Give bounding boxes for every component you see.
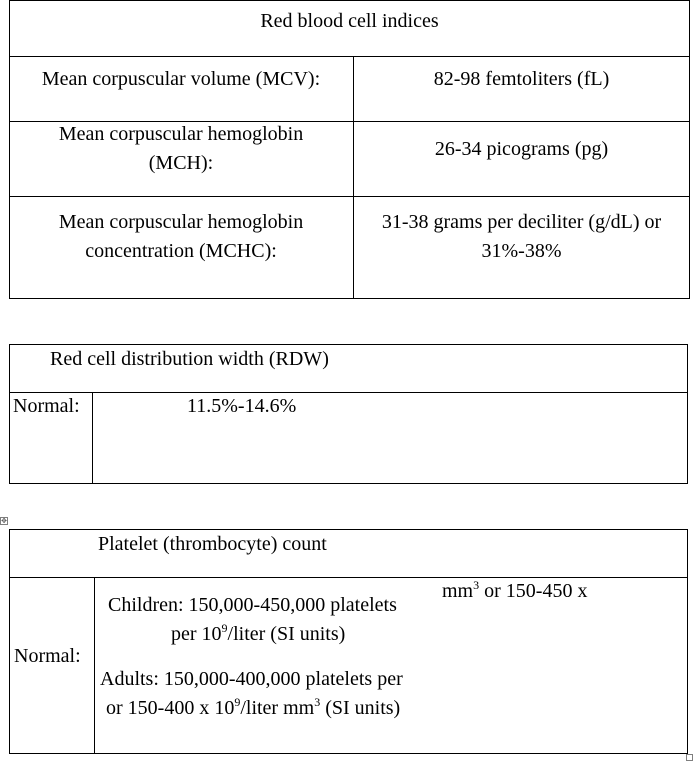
table2-title: Red cell distribution width (RDW) [50, 348, 329, 370]
platelet-children-line1: Children: 150,000-450,000 platelets [108, 594, 397, 616]
platelet-adults-line2: or 150-400 x $10^9$/liter $mm^3$ (SI units) [106, 695, 401, 719]
mcv-label: Mean corpuscular volume (MCV): [41, 68, 321, 90]
table3-title: Platelet (thrombocyte) count [98, 533, 327, 555]
platelet-children-line2: per $10^9$/liter (SI units) [171, 621, 346, 645]
table2-divider [9, 392, 688, 393]
mch-value: 26-34 picograms (pg) [434, 138, 609, 160]
platelet-adults-line1: Adults: 150,000-400,000 platelets per [100, 668, 403, 690]
mchc-label-line2: concentration (MCHC): [85, 240, 277, 262]
mch-label-line2: (MCH): [148, 152, 214, 174]
table1-divider [9, 56, 690, 57]
table-move-handle-icon[interactable]: ✥ [1, 517, 7, 525]
table1-divider [9, 196, 690, 197]
platelet-children-unit: $mm^3$ or 150-450 x [442, 578, 588, 602]
rdw-normal-label: Normal: [13, 395, 80, 417]
mchc-value-line2: 31%-38% [481, 240, 562, 262]
mcv-value: 82-98 femtoliters (fL) [433, 68, 610, 90]
table2-column-divider [92, 392, 93, 484]
mchc-label-line1: Mean corpuscular hemoglobin [58, 211, 304, 233]
platelet-normal-label: Normal: [14, 645, 81, 667]
table-resize-handle-icon[interactable] [686, 754, 693, 761]
mchc-value-line1: 31-38 grams per deciliter (g/dL) or [381, 211, 662, 233]
mch-label-line1: Mean corpuscular hemoglobin [58, 123, 304, 145]
table1-title: Red blood cell indices [260, 10, 439, 32]
table3-column-divider [94, 577, 95, 754]
rdw-normal-value: 11.5%-14.6% [187, 395, 297, 417]
